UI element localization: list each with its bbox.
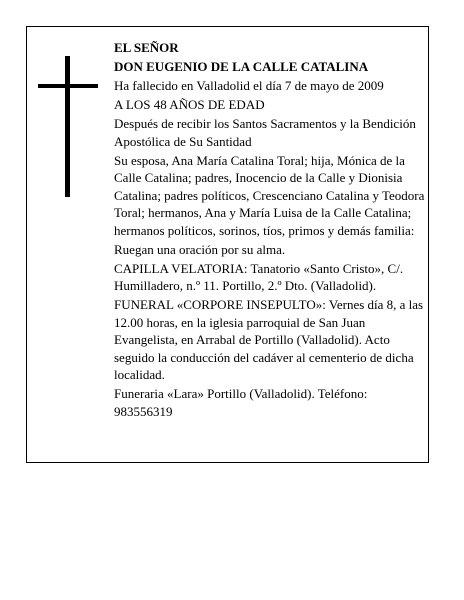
cross-icon — [38, 56, 98, 197]
notice-text — [114, 39, 426, 422]
deceased-name: DON EUGENIO DE LA CALLE CATALINA — [114, 59, 369, 74]
age-line: A LOS 48 AÑOS DE EDAD — [114, 97, 265, 112]
funeral-paragraph: FUNERAL «CORPORE INSEPULTO»: Vernes día 8, a las 12.00 horas, en la iglesia parroquial de San Juan Evangelista, en Arrabal de Portillo (Valladolid). Acto seguido la conducción del cadáver al cementerio de dicha localidad. — [114, 297, 424, 382]
obituary-notice — [26, 26, 429, 463]
family-paragraph: Su esposa, Ana María Catalina Toral; hija, Mónica de la Calle Catalina; padres, Inocencio de la Calle y Dionisia Catalina; padres políticos, Crescenciano Catalina y Teodora Toral; hermanos, Ana y María Luisa de la Calle Catalina; hermanos políticos, sorinos, tíos, primos y demás familia: — [114, 152, 425, 238]
death-line: Ha fallecido en Valladolid el día 7 de mayo de 2009 — [114, 78, 384, 93]
sacraments-line: Después de recibir los Santos Sacramentos y la Bendición Apostólica de Su Santidad — [114, 116, 416, 149]
funeral-home-line: Funeraria «Lara» Portillo (Valladolid). Teléfono: 983556319 — [114, 386, 368, 419]
notice-title: EL SEÑOR — [114, 40, 179, 55]
chapel-paragraph: CAPILLA VELATORIA: Tanatorio «Santo Cristo», C/. Humilladero, n.º 11. Portillo, 2.º Dto. (Valladolid). — [114, 260, 404, 293]
prayer-line: Ruegan una oración por su alma. — [114, 241, 286, 257]
